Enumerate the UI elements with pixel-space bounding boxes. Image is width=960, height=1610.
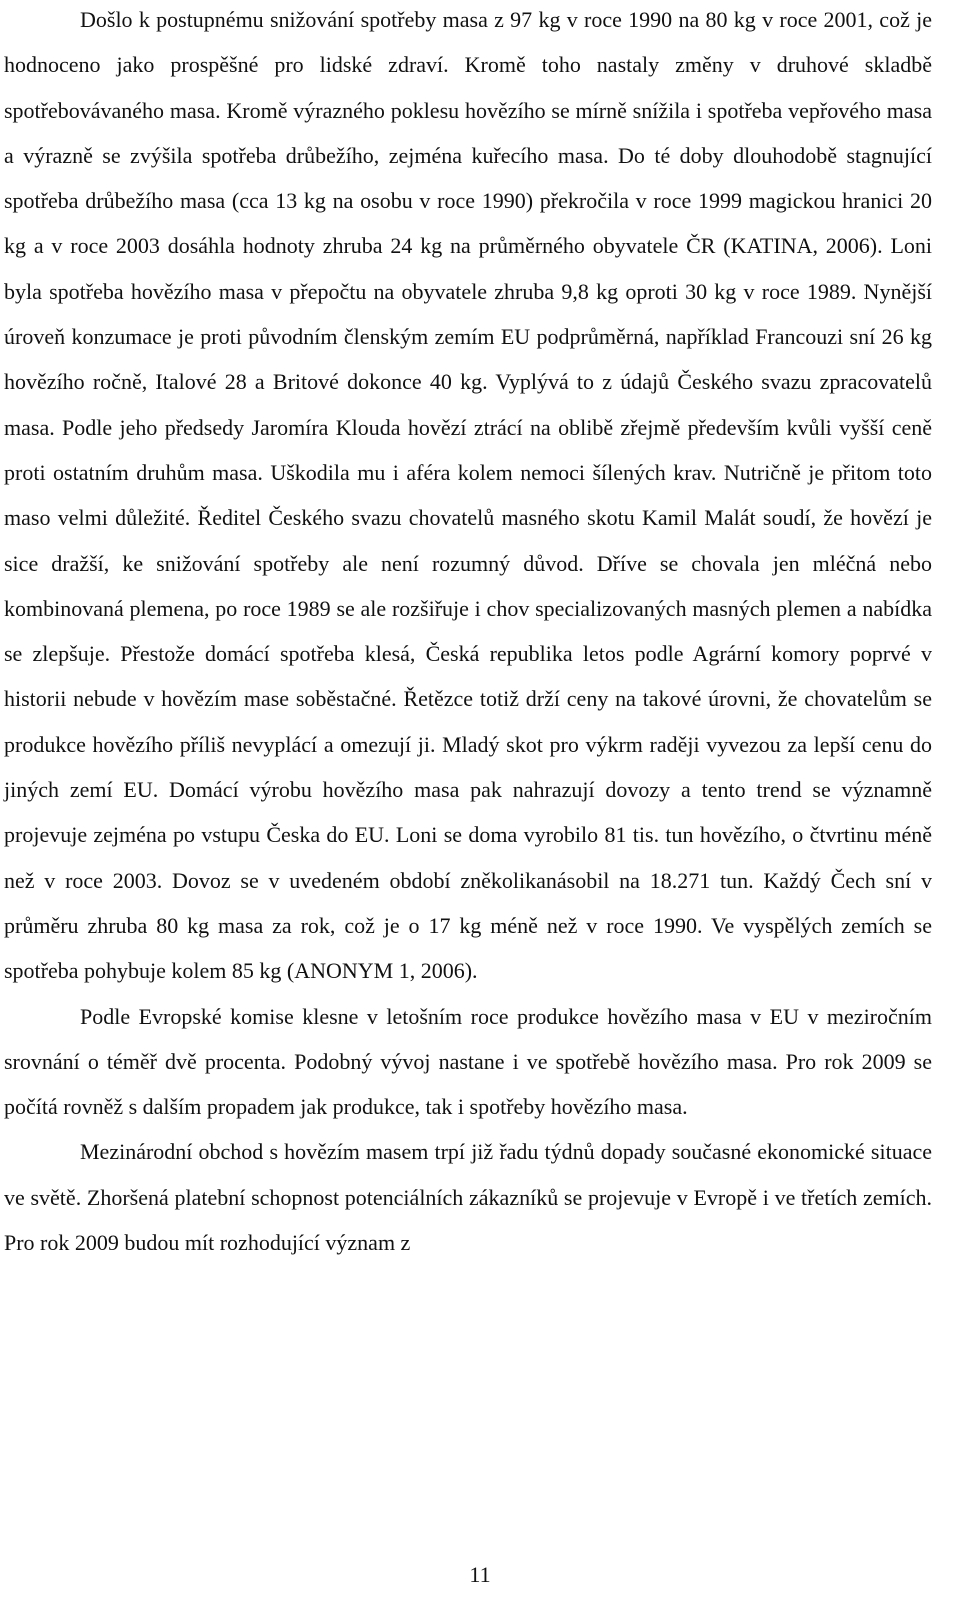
paragraph-meat-consumption: Došlo k postupnému snižování spotřeby masa z 97 kg v roce 1990 na 80 kg v roce 2001, což je hodnoceno jako prospěšné pro lidské zdraví. Kromě toho nastaly změny v druhové skladbě spotřebovávaného masa. Kromě výrazného poklesu hovězího se mírně snížila i spotřeba vepřového masa a výrazně se zvýšila spotřeba drůbežího, zejména kuřecího masa. Do té doby dlouhodobě stagnující spotřeba drůbežího masa (cca 13 kg na osobu v roce 1990) překročila v roce 1999 magickou hranici 20 kg a v roce 2003 dosáhla hodnoty zhruba 24 kg na průměrného obyvatele ČR (KATINA, 2006). Loni byla spotřeba hovězího masa v přepočtu na obyvatele zhruba 9,8 kg oproti 30 kg v roce 1989. Nynější úroveň konzumace je proti původním členským zemím EU podprůměrná, například Francouzi sní 26 kg hovězího ročně, Italové 28 a Britové dokonce 40 kg. Vyplývá to z údajů Českého svazu zpracovatelů masa. Podle jeho předsedy Jaromíra Klouda hovězí ztrácí na oblibě zřejmě především kvůli vyšší ceně proti ostatním druhům masa. Uškodila mu i aféra kolem nemoci šílených krav. Nutričně je přitom toto maso velmi důležité. Ředitel Českého svazu chovatelů masného skotu Kamil Malát soudí, že hovězí je sice dražší, ke snižování spotřeby ale není rozumný důvod. Dříve se chovala jen mléčná nebo kombinovaná plemena, po roce 1989 se ale rozšiřuje i chov specializovaných masných plemen a nabídka se zlepšuje. Přestože domácí spotřeba klesá, Česká republika letos podle Agrární komory poprvé v historii nebude v hovězím mase soběstačné. Řetězce totiž drží ceny na takové úrovni, že chovatelům se produkce hovězího příliš nevyplácí a omezují ji. Mladý skot pro výkrm raději vyvezou za lepší cenu do jiných zemí EU. Domácí výrobu hovězího masa pak nahrazují dovozy a tento trend se významně projevuje zejména po vstupu Česka do EU. Loni se doma vyrobilo 81 tis. tun hovězího, o čtvrtinu méně než v roce 2003. Dovoz se v uvedeném období zněkolikanásobil na 18.271 tun. Každý Čech sní v průměru zhruba 80 kg masa za rok, což je o 17 kg méně než v roce 1990. Ve vyspělých zemích se spotřeba pohybuje kolem 85 kg (ANONYM 1, 2006). <box>4 7 932 984</box>
paragraph-international-trade: Mezinárodní obchod s hovězím masem trpí již řadu týdnů dopady současné ekonomické situace ve světě. Zhoršená platební schopnost potenciálních zákazníků se projevuje v Evropě i ve třetích zemích. Pro rok 2009 budou mít rozhodující význam z <box>4 1139 932 1256</box>
page-number: 11 <box>469 1562 491 1587</box>
paragraph-eu-commission: Podle Evropské komise klesne v letošním roce produkce hovězího masa v EU v meziročním srovnání o téměř dvě procenta. Podobný vývoj nastane i ve spotřebě hovězího masa. Pro rok 2009 se počítá rovněž s dalším propadem jak produkce, tak i spotřeby hovězího masa. <box>4 1003 932 1120</box>
document-body <box>4 0 932 1265</box>
